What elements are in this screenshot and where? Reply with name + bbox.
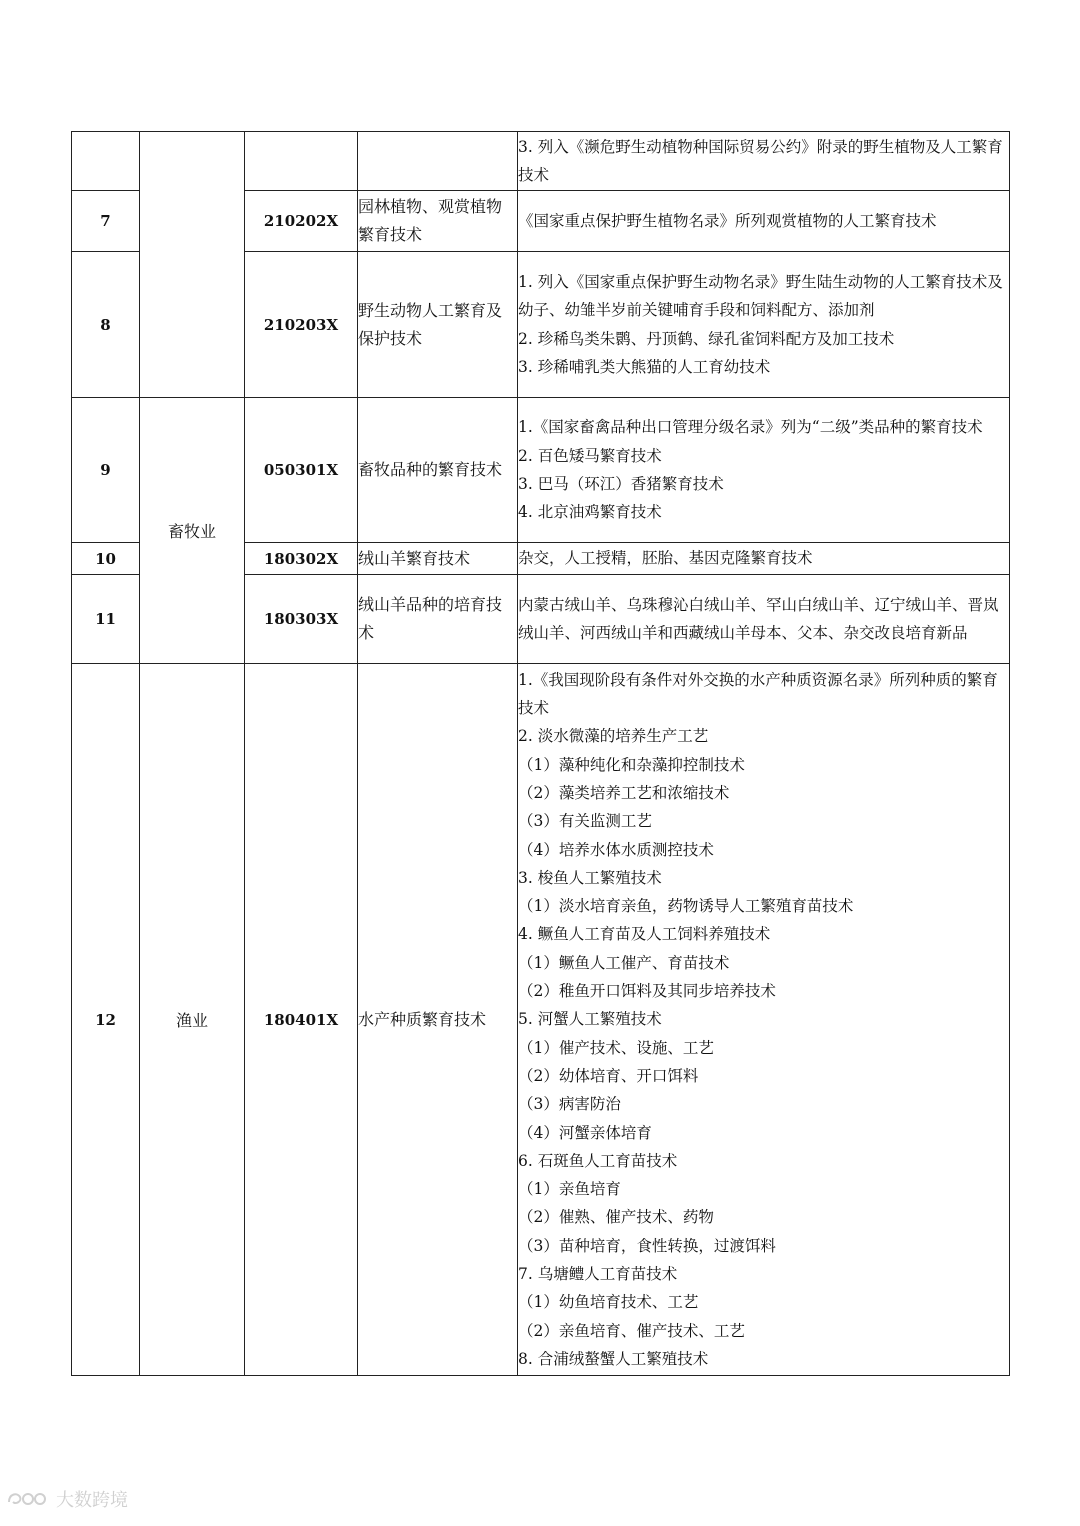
tech-description [518, 398, 1010, 543]
desc-line: 5. 河蟹人工繁殖技术 [518, 1010, 662, 1029]
tech-code: 180303X [245, 575, 358, 664]
tech-code: 050301X [245, 398, 358, 543]
desc-line: （1）幼鱼培育技术、工艺 [518, 1293, 699, 1312]
row-number: 11 [72, 575, 140, 664]
watermark [6, 1486, 128, 1512]
tech-name: 绒山羊繁育技术 [358, 543, 518, 575]
row-number: 10 [72, 543, 140, 575]
category-cell: 渔业 [140, 664, 245, 1376]
desc-line: （1）鳜鱼人工催产、育苗技术 [518, 953, 730, 972]
desc-line: 3. 列入《濒危野生动植物种国际贸易公约》附录的野生植物及人工繁育技术 [518, 137, 1003, 184]
row-number [72, 132, 140, 191]
tech-name: 野生动物人工繁育及保护技术 [358, 252, 518, 398]
desc-line: （1）藻种纯化和杂藻抑控制技术 [518, 755, 745, 774]
tech-name: 绒山羊品种的培育技术 [358, 575, 518, 664]
tech-description [518, 664, 1010, 1376]
desc-line: （3）苗种培育，食性转换，过渡饵料 [518, 1236, 776, 1255]
desc-line: （2）稚鱼开口饵料及其同步培养技术 [518, 982, 776, 1001]
tech-description [518, 543, 1010, 575]
tech-code: 180401X [245, 664, 358, 1376]
desc-line: （4）培养水体水质测控技术 [518, 840, 714, 859]
desc-line: 内蒙古绒山羊、乌珠穆沁白绒山羊、罕山白绒山羊、辽宁绒山羊、晋岚绒山羊、河西绒山羊和西藏绒山羊母本、父本、杂交改良培育新品 [518, 595, 999, 642]
tech-code: 210202X [245, 191, 358, 252]
desc-line: （4）河蟹亲体培育 [518, 1123, 652, 1142]
tech-name: 水产种质繁育技术 [358, 664, 518, 1376]
desc-line: 6. 石斑鱼人工育苗技术 [518, 1151, 678, 1170]
table-row [72, 398, 1010, 543]
desc-line: （3）有关监测工艺 [518, 812, 652, 831]
desc-line: 3. 巴马（环江）香猪繁育技术 [518, 475, 724, 493]
desc-line: 1.《国家畜禽品种出口管理分级名录》列为“二级”类品种的繁育技术 [518, 418, 983, 437]
catalog-table [71, 131, 1010, 1376]
desc-line: 《国家重点保护野生植物名录》所列观赏植物的人工繁育技术 [518, 211, 937, 230]
row-number: 8 [72, 252, 140, 398]
watermark-text: 大数跨境 [56, 1490, 128, 1511]
brand-logo-icon [6, 1488, 52, 1510]
tech-description [518, 252, 1010, 398]
desc-line: （1）淡水培育亲鱼，药物诱导人工繁殖育苗技术 [518, 897, 854, 916]
desc-line: 4. 北京油鸡繁育技术 [518, 503, 662, 522]
tech-code [245, 132, 358, 191]
desc-line: （1）亲鱼培育 [518, 1180, 621, 1199]
desc-line: 2. 百色矮马繁育技术 [518, 446, 662, 465]
row-number: 9 [72, 398, 140, 543]
table-row [72, 132, 1010, 191]
table-row [72, 664, 1010, 1376]
tech-name: 畜牧品种的繁育技术 [358, 398, 518, 543]
tech-code: 180302X [245, 543, 358, 575]
desc-line: （1）催产技术、设施、工艺 [518, 1038, 714, 1057]
desc-line: 8. 合浦绒螯蟹人工繁殖技术 [518, 1349, 709, 1368]
desc-line: 2. 淡水微藻的培养生产工艺 [518, 727, 709, 746]
desc-line: （2）催熟、催产技术、药物 [518, 1208, 714, 1227]
tech-description [518, 575, 1010, 664]
tech-code: 210203X [245, 252, 358, 398]
tech-description [518, 132, 1010, 191]
desc-line: （2）亲鱼培育、催产技术、工艺 [518, 1321, 745, 1340]
desc-line: 2. 珍稀鸟类朱鹮、丹顶鹤、绿孔雀饲料配方及加工技术 [518, 329, 895, 348]
tech-name: 园林植物、观赏植物繁育技术 [358, 191, 518, 252]
category-cell: 畜牧业 [140, 398, 245, 664]
tech-name [358, 132, 518, 191]
desc-line: 1.《我国现阶段有条件对外交换的水产种质资源名录》所列种质的繁育技术 [518, 670, 998, 718]
desc-line: （2）幼体培育、开口饵料 [518, 1066, 699, 1085]
desc-line: 杂交，人工授精，胚胎、基因克隆繁育技术 [518, 549, 813, 568]
desc-line: （3）病害防治 [518, 1095, 621, 1114]
desc-line: 3. 梭鱼人工繁殖技术 [518, 868, 662, 887]
row-number: 7 [72, 191, 140, 252]
desc-line: 4. 鳜鱼人工育苗及人工饲料养殖技术 [518, 925, 771, 944]
tech-description [518, 191, 1010, 252]
desc-line: 1. 列入《国家重点保护野生动物名录》野生陆生动物的人工繁育技术及幼子、幼雏半岁前关键哺育手段和饲料配方、添加剂 [518, 272, 1003, 320]
desc-line: （2）藻类培养工艺和浓缩技术 [518, 783, 730, 802]
desc-line: 3. 珍稀哺乳类大熊猫的人工育幼技术 [518, 357, 771, 376]
desc-line: 7. 乌塘鳢人工育苗技术 [518, 1265, 678, 1284]
category-cell [140, 132, 245, 398]
row-number: 12 [72, 664, 140, 1376]
